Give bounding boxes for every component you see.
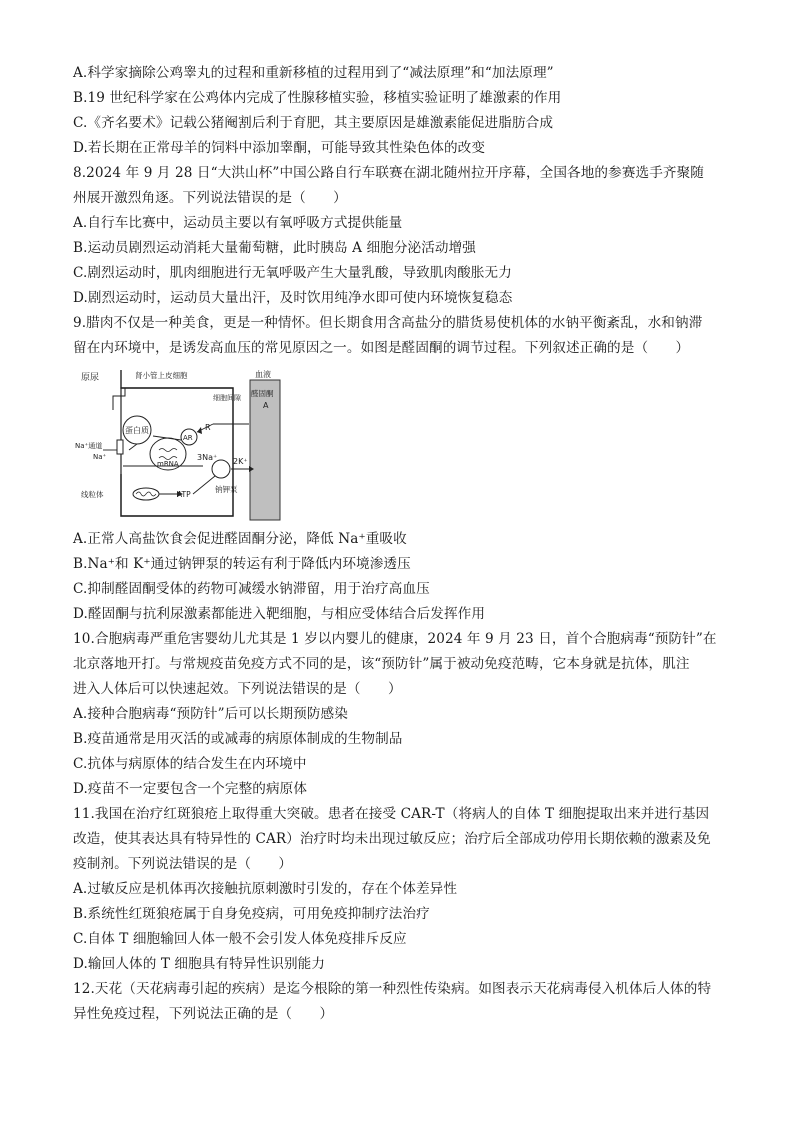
option-8b: B.运动员剧烈运动消耗大量葡萄糖，此时胰岛 A 细胞分泌活动增强 bbox=[73, 240, 476, 256]
label-r: R bbox=[205, 423, 211, 432]
option-7a: A.科学家摘除公鸡睾丸的过程和重新移植的过程用到了“减法原理”和“加法原理” bbox=[73, 65, 554, 81]
question-12-line1: 12.天花（天花病毒引起的疾病）是迄今根除的第一种烈性传染病。如图表示天花病毒侵入机体后人体的特 bbox=[73, 981, 712, 997]
option-8c: C.剧烈运动时，肌肉细胞进行无氧呼吸产生大量乳酸，导致肌肉酸胀无力 bbox=[73, 265, 512, 281]
option-9b: B.Na⁺和 K⁺通过钠钾泵的转运有利于降低内环境渗透压 bbox=[73, 556, 411, 572]
aldosterone-diagram bbox=[73, 366, 283, 524]
option-10d: D.疫苗不一定要包含一个完整的病原体 bbox=[73, 781, 308, 797]
option-9d: D.醛固酮与抗利尿激素都能进入靶细胞，与相应受体结合后发挥作用 bbox=[73, 606, 486, 622]
question-11-line1: 11.我国在治疗红斑狼疮上取得重大突破。患者在接受 CAR-T（将病人的自体 T 细胞提取出来并进行基因 bbox=[73, 806, 710, 822]
option-10a: A.接种合胞病毒“预防针”后可以长期预防感染 bbox=[73, 706, 348, 722]
question-8-line2: 州展开激烈角逐。下列说法错误的是（ ） bbox=[73, 190, 347, 206]
option-7c: C.《齐名要术》记载公猪阉割后利于育肥，其主要原因是雄激素能促进脂肪合成 bbox=[73, 115, 554, 131]
question-9-line2: 留在内环境中，是诱发高血压的常见原因之一。如图是醛固酮的调节过程。下列叙述正确的是（ ） bbox=[73, 340, 690, 356]
label-na: Na⁺ bbox=[93, 453, 107, 461]
option-9c: C.抑制醛固酮受体的药物可减缓水钠滞留，用于治疗高血压 bbox=[73, 581, 430, 597]
label-3na: 3Na⁺ bbox=[197, 453, 218, 462]
question-10-line3: 进入人体后可以快速起效。下列说法错误的是（ ） bbox=[73, 681, 402, 697]
question-11-line2: 改造，使其表达具有特异性的 CAR）治疗时均未出现过敏反应；治疗后全部成功停用长期依赖的激素及免 bbox=[73, 831, 711, 847]
option-8a: A.自行车比赛中，运动员主要以有氧呼吸方式提供能量 bbox=[73, 215, 403, 231]
label-interstitial: 细胞间隙 bbox=[213, 394, 241, 402]
option-10c: C.抗体与病原体的结合发生在内环境中 bbox=[73, 756, 307, 772]
label-blood: 血液 bbox=[255, 370, 271, 379]
label-channel: Na⁺通道 bbox=[75, 442, 103, 450]
option-11c: C.自体 T 细胞输回人体一般不会引发人体免疫排斥反应 bbox=[73, 931, 407, 947]
option-7b: B.19 世纪科学家在公鸡体内完成了性腺移植实验，移植实验证明了雄激素的作用 bbox=[73, 90, 562, 106]
label-atp: ATP bbox=[177, 490, 191, 499]
label-pump: 钠钾泵 bbox=[215, 485, 238, 494]
question-11-line3: 疫制剂。下列说法错误的是（ ） bbox=[73, 856, 293, 872]
label-ar: AR bbox=[183, 434, 193, 442]
option-7d: D.若长期在正常母羊的饲料中添加睾酮，可能导致其性染色体的改变 bbox=[73, 140, 486, 156]
label-aldosterone: 醛固酮 bbox=[251, 389, 274, 398]
question-10-line1: 10.合胞病毒严重危害婴幼儿尤其是 1 岁以内婴儿的健康，2024 年 9 月 23 日，首个合胞病毒“预防针”在 bbox=[73, 631, 717, 647]
label-aldosterone-a: A bbox=[263, 401, 269, 410]
option-11b: B.系统性红斑狼疮属于自身免疫病，可用免疫抑制疗法治疗 bbox=[73, 906, 430, 922]
option-10b: B.疫苗通常是用灭活的或减毒的病原体制成的生物制品 bbox=[73, 731, 403, 747]
option-11d: D.输回人体的 T 细胞具有特异性识别能力 bbox=[73, 956, 326, 972]
question-10-line2: 北京落地开打。与常规疫苗免疫方式不同的是，该“预防针”属于被动免疫范畴，它本身就是抗体，肌注 bbox=[73, 656, 690, 672]
question-12-line2: 异性免疫过程，下列说法正确的是（ ） bbox=[73, 1006, 334, 1022]
label-tubule-cell: 肾小管上皮细胞 bbox=[135, 371, 188, 380]
question-8-line1: 8.2024 年 9 月 28 日“大洪山杯”中国公路自行车联赛在湖北随州拉开序幕，全国各地的参赛选手齐聚随 bbox=[73, 165, 704, 181]
label-mrna: mRNA bbox=[157, 460, 179, 468]
label-2k: 2K⁺ bbox=[233, 457, 248, 466]
label-urine: 原尿 bbox=[81, 373, 100, 383]
option-11a: A.过敏反应是机体再次接触抗原刺激时引发的，存在个体差异性 bbox=[73, 881, 458, 897]
label-protein: 蛋白质 bbox=[125, 426, 149, 435]
option-8d: D.剧烈运动时，运动员大量出汗，及时饮用纯净水即可使内环境恢复稳态 bbox=[73, 290, 513, 306]
option-9a: A.正常人高盐饮食会促进醛固酮分泌，降低 Na⁺重吸收 bbox=[73, 531, 407, 547]
label-mitochondrion: 线粒体 bbox=[81, 490, 104, 499]
question-9-line1: 9.腊肉不仅是一种美食，更是一种情怀。但长期食用含高盐分的腊货易使机体的水钠平衡紊乱，水和钠滞 bbox=[73, 315, 703, 331]
